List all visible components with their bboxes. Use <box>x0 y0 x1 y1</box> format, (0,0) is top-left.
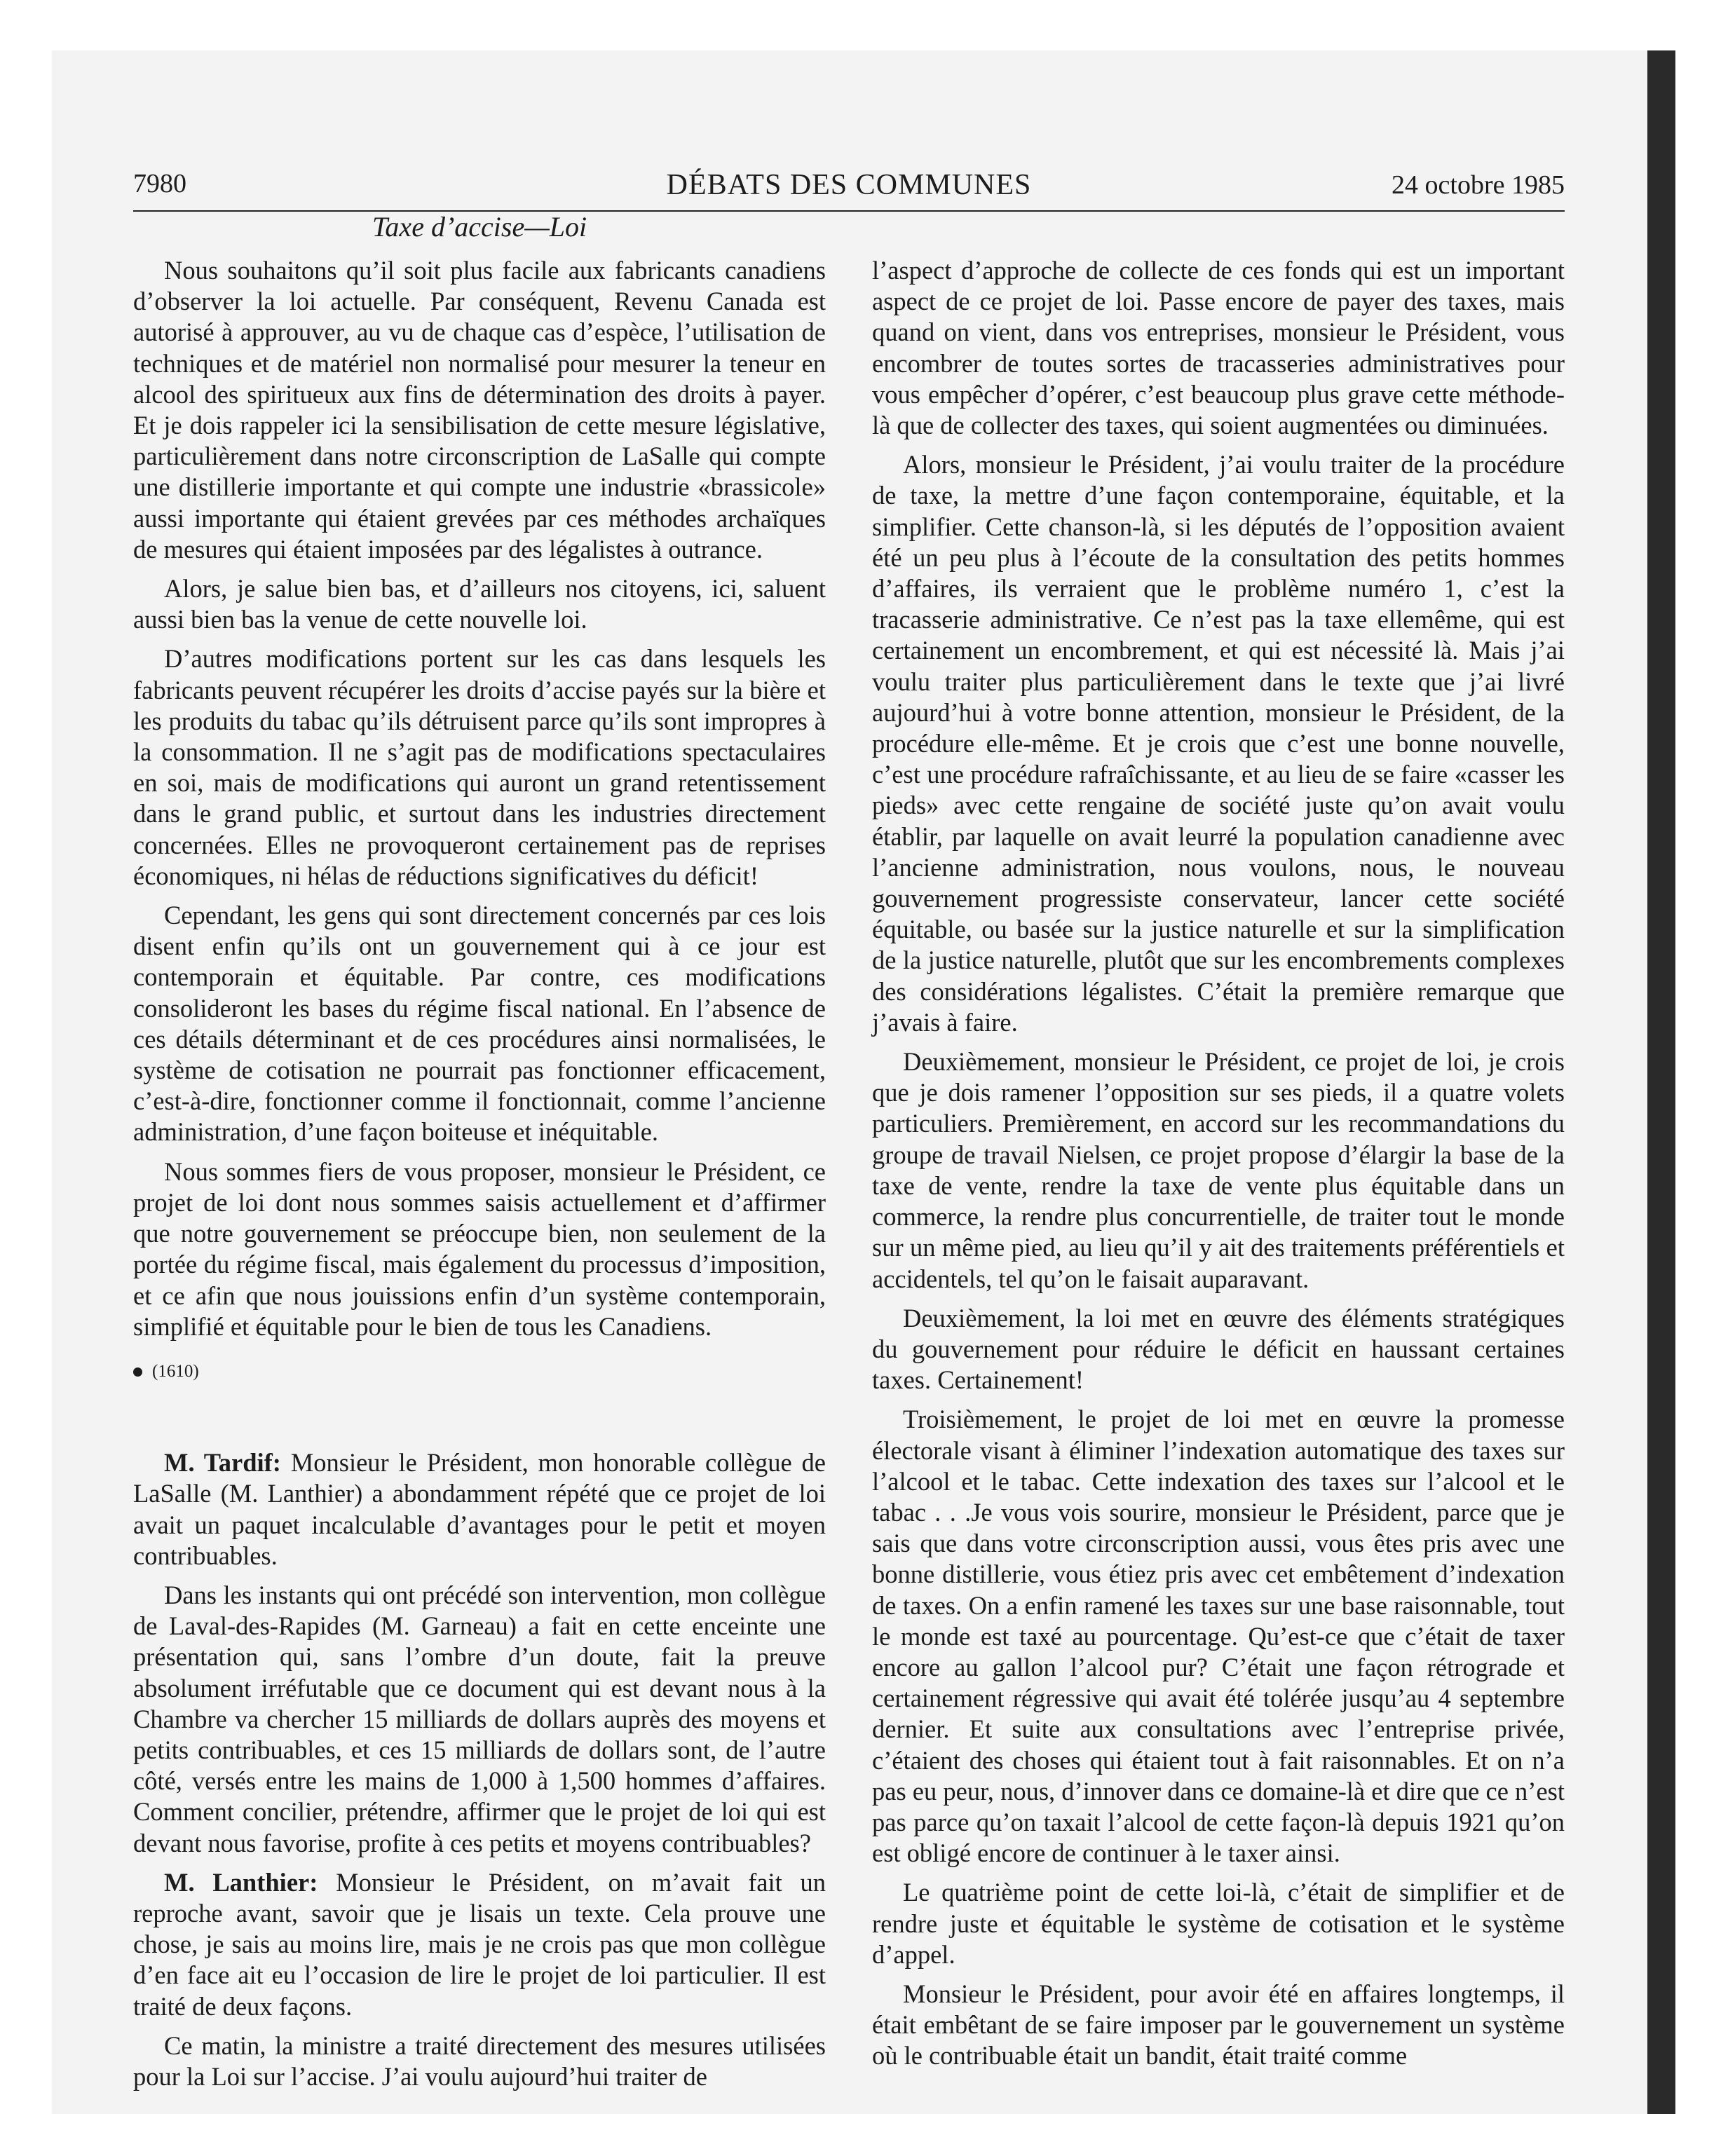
page-header <box>133 168 1565 212</box>
speech-text: Monsieur le Président, mon honorable collègue de LaSalle (M. Lanthier) a abondamment répété que ce projet de loi avait un paquet incalculable d’avantages pour le petit et moyen contribuables. <box>133 1448 826 1570</box>
paragraph: D’autres modifications portent sur les cas dans lesquels les fabricants peuvent récupérer les droits d’accise payés sur la bière et les produits du tabac qu’ils détruisent parce qu’ils sont impropres à la consommation. Il ne s’agit pas de modifications spectaculaires en soi, mais de modifications qui auront un grand retentissement dans le grand public, et surtout dans les industries directement concernées. Elles ne provoqueront certainement pas de reprises économiques, ni hélas de réductions significatives du déficit! <box>133 644 826 890</box>
speech-paragraph <box>133 1867 826 2022</box>
paragraph: Le quatrième point de cette loi-là, c’était de simplifier et de rendre juste et équitable le système de cotisation et le système d’appel. <box>872 1878 1565 1969</box>
paragraph: Deuxièmement, monsieur le Président, ce projet de loi, je crois que je dois ramener l’opposition sur ses pieds, il a quatre volets particuliers. Premièrement, en accord sur les recommandations du groupe de travail Nielsen, ce projet propose d’élargir la base de la taxe de vente, rendre la taxe de vente plus équitable dans un commerce, la rendre plus concurrentielle, de traiter tout le monde sur un même pied, au lieu qu’il y ait des traitements préférentiels et accidentels, tel qu’on le faisait auparavant. <box>872 1047 1565 1293</box>
issue-date: 24 octobre 1985 <box>1392 170 1565 200</box>
section-title: Taxe d’accise—Loi <box>372 211 587 243</box>
speech-paragraph <box>133 1447 826 1571</box>
left-column <box>133 255 826 2101</box>
scan-edge-bar <box>1647 50 1675 2114</box>
time-marker-label: (1610) <box>152 1361 199 1381</box>
paragraph: Cependant, les gens qui sont directement concernés par ces lois disent enfin qu’ils ont un gouvernement qui à ce jour est contemporain et équitable. Par contre, ces modifications consolideront les bases du régime fiscal national. En l’absence de ces détails déterminant et de ces procédures ainsi normalisées, le système de cotisation ne pourrait pas fonctionner efficacement, c’est-à-dire, fonctionner comme il fonctionnait, comme l’ancienne administration, d’une façon boiteuse et inéquitable. <box>133 901 826 1147</box>
paragraph: l’aspect d’approche de collecte de ces fonds qui est un important aspect de ce projet de loi. Passe encore de payer des taxes, mais quand on vient, dans vos entreprises, monsieur le Président, vous encombrer de toutes sortes de tracasseries administratives pour vous empêcher d’opérer, c’est beaucoup plus grave cette méthode-là que de collecter des taxes, qui soient augmentées ou diminuées. <box>872 256 1565 440</box>
paragraph: Dans les instants qui ont précédé son intervention, mon collègue de Laval-des-Rapides (M. Garneau) a fait en cette enceinte une présentation qui, sans l’ombre d’un doute, fait la preuve absolument irréfutable que ce document qui est devant nous à la Chambre va chercher 15 milliards de dollars auprès des moyens et petits contribuables, et ces 15 milliards de dollars sont, de l’autre côté, versés entre les mains de 1,000 à 1,500 hommes d’affaires. Comment concilier, prétendre, affirmer que le projet de loi qui est devant nous favorise, profite à ces petits et moyens contribuables? <box>133 1580 826 1857</box>
paragraph: Nous souhaitons qu’il soit plus facile aux fabricants canadiens d’observer la loi actuelle. Par conséquent, Revenu Canada est autorisé à approuver, au vu de chaque cas d’espèce, l’utilisation de techniques et de matériel non normalisé pour mesurer la teneur en alcool des spiritueux aux fins de détermination des droits à payer. Et je dois rappeler ici la sensibilisation de cette mesure législative, particulièrement dans notre circonscription de LaSalle qui compte une distillerie importante et qui compte une industrie «brassicole» aussi importante qui étaient grevées par ces méthodes archaïques de mesures qui étaient imposées par des légalistes à outrance. <box>133 256 826 564</box>
page-number: 7980 <box>133 169 186 198</box>
paragraph: Ce matin, la ministre a traité directement des mesures utilisées pour la Loi sur l’accise. J’ai voulu aujourd’hui traiter de <box>133 2031 826 2091</box>
speech-text: Monsieur le Président, on m’avait fait un reproche avant, savoir que je lisais un texte. Cela prouve une chose, je sais au moins lire, mais je ne crois pas que mon collègue d’en face ait eu l’occasion de lire le projet de loi particulier. Il est traité de deux façons. <box>133 1867 826 2021</box>
right-column <box>872 255 1565 2080</box>
paragraph: Alors, je salue bien bas, et d’ailleurs nos citoyens, ici, saluent aussi bien bas la venue de cette nouvelle loi. <box>133 574 826 634</box>
paragraph: Alors, monsieur le Président, j’ai voulu traiter de la procédure de taxe, la mettre d’une façon contemporaine, équitable, et la simplifier. Cette chanson-là, si les députés de l’opposition avaient été un peu plus à l’écoute de la consultation des petits hommes d’affaires, ils verraient que le problème numéro 1, c’est la tracasserie administrative. Ce n’est pas la taxe ellemême, qui est certainement un encombrement, et qui est nécessité là. Mais j’ai voulu traiter plus particulièrement dans le texte que j’ai livré aujourd’hui à votre bonne attention, monsieur le Président, de la procédure elle-même. Et je crois que c’est une bonne nouvelle, c’est une procédure rafraîchissante, et au lieu de se faire «casser les pieds» avec cette rengaine de société juste qu’on avait voulu établir, par laquelle on avait leurré la population canadienne avec l’ancienne administration, nous voulons, nous, le nouveau gouvernement progressiste conservateur, lancer cette société équitable, ou basée sur la justice naturelle et sur la simplification de la justice naturelle, plutôt que sur les encombrements complexes des considérations légalistes. C’était la première remarque que j’avais à faire. <box>872 450 1565 1037</box>
paragraph: Monsieur le Président, pour avoir été en affaires longtemps, il était embêtant de se faire imposer par le gouvernement un système où le contribuable était un bandit, était traité comme <box>872 1979 1565 2070</box>
speaker-name: M. Lanthier: <box>164 1867 318 1897</box>
paragraph: Deuxièmement, la loi met en œuvre des éléments stratégiques du gouvernement pour réduire le déficit en haussant certaines taxes. Certainement! <box>872 1303 1565 1395</box>
paragraph: Troisièmement, le projet de loi met en œuvre la promesse électorale visant à éliminer l’indexation automatique des taxes sur l’alcool et le tabac. Cette indexation des taxes sur l’alcool et le tabac . . .Je vous vois sourire, monsieur le Président, parce que je sais que dans votre circonscription aussi, vous êtes pris avec une bonne distillerie, vous étiez pris avec cet embêtement d’indexation de taxes. On a enfin ramené les taxes sur une base raisonnable, tout le monde est taxé au pourcentage. Qu’est-ce que c’était de taxer encore au gallon l’alcool pur? C’était une façon rétrograde et certainement régressive qui avait été tolérée jusqu’au 4 septembre dernier. Et suite aux consultations avec l’entreprise privée, c’étaient des choses qui étaient tout à fait raisonnables. Et on n’a pas eu peur, nous, d’innover dans ce domaine-là et dire que ce n’est pas parce qu’on taxait l’alcool de cette façon-là depuis 1921 qu’on est obligé encore de continuer à le taxer ainsi. <box>872 1405 1565 1868</box>
journal-title: DÉBATS DES COMMUNES <box>666 169 1032 201</box>
speaker-name: M. Tardif: <box>164 1448 281 1478</box>
time-marker <box>133 1356 826 1387</box>
bullet-icon <box>133 1367 142 1377</box>
paragraph: Nous sommes fiers de vous proposer, monsieur le Président, ce projet de loi dont nous sommes saisis actuellement et d’affirmer que notre gouvernement se préoccupe bien, non seulement de la portée du régime fiscal, mais également du processus d’imposition, et ce afin que nous jouissions enfin d’un système contemporain, simplifié et équitable pour le bien de tous les Canadiens. <box>133 1157 826 1341</box>
